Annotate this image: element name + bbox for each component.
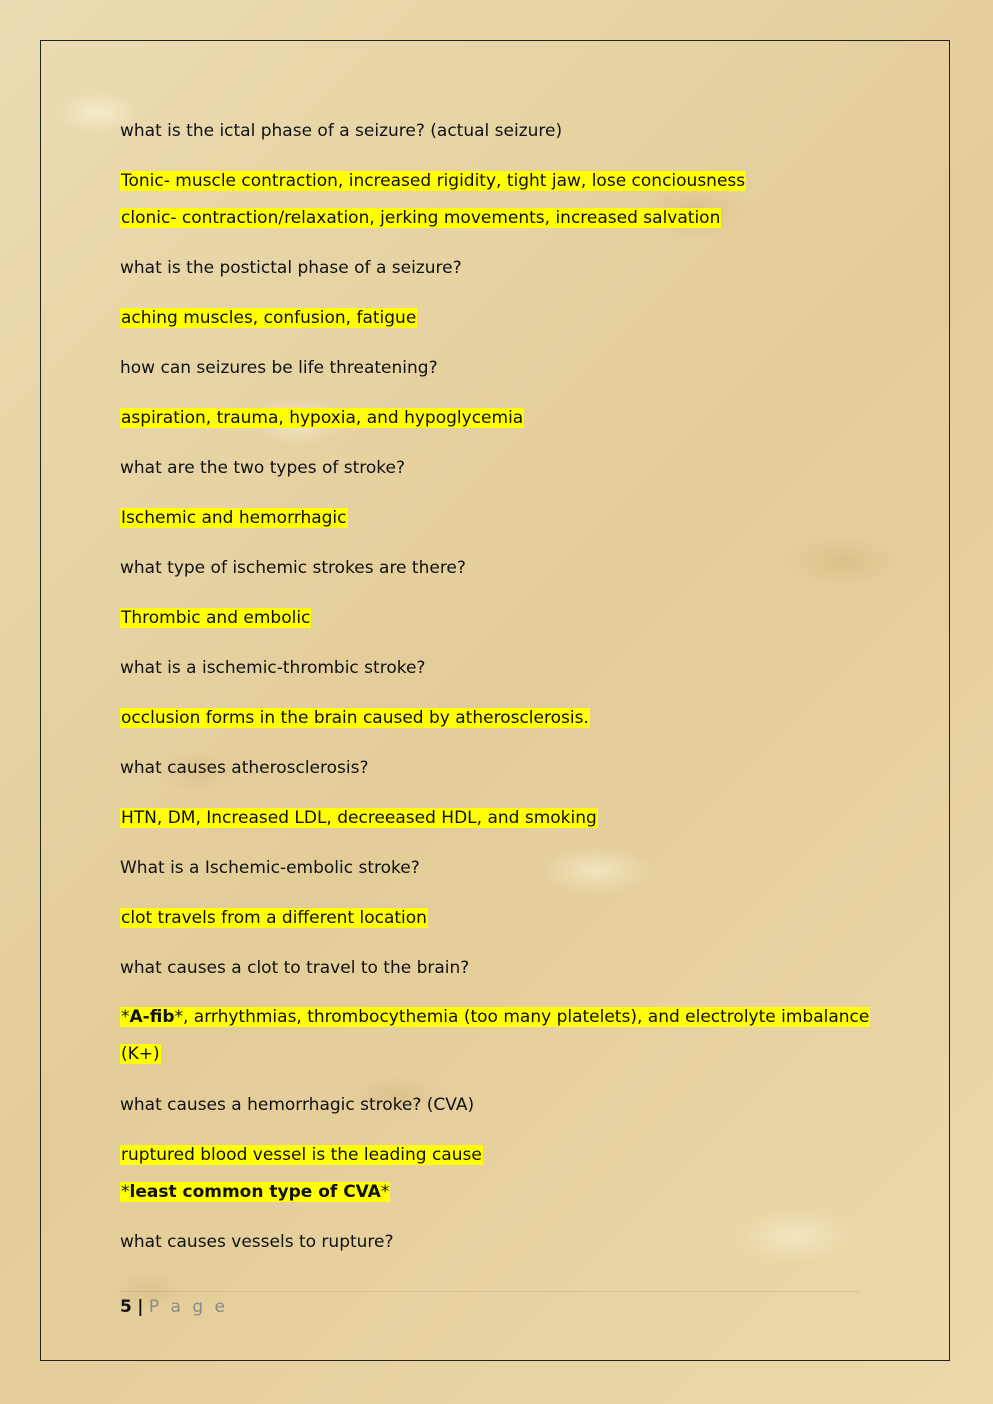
answer-ischemic-types: Thrombic and embolic	[121, 608, 311, 628]
page-separator: |	[137, 1297, 144, 1317]
footer-divider	[120, 1291, 860, 1292]
question-stroke-types: what are the two types of stroke?	[120, 458, 406, 478]
question-clot-travel: what causes a clot to travel to the brain?	[120, 958, 470, 978]
question-atherosclerosis-causes: what causes atherosclerosis?	[120, 758, 369, 778]
answer-atherosclerosis-causes: HTN, DM, Increased LDL, decreeased HDL, and smoking	[121, 808, 597, 828]
question-ischemic-embolic: What is a Ischemic-embolic stroke?	[120, 858, 420, 878]
answer-postictal: aching muscles, confusion, fatigue	[121, 308, 417, 328]
answer-life-threatening: aspiration, trauma, hypoxia, and hypoglycemia	[121, 408, 524, 428]
answer-clonic: clonic- contraction/relaxation, jerking movements, increased salvation	[121, 208, 721, 228]
question-hemorrhagic-cause: what causes a hemorrhagic stroke? (CVA)	[120, 1095, 475, 1115]
page-label: P a g e	[148, 1297, 229, 1317]
question-ischemic-types: what type of ischemic strokes are there?	[120, 558, 466, 578]
question-vessel-rupture: what causes vessels to rupture?	[120, 1232, 394, 1252]
question-ictal-phase: what is the ictal phase of a seizure? (actual seizure)	[120, 121, 563, 141]
page-number: 5	[120, 1297, 132, 1317]
page-footer	[120, 1296, 228, 1318]
question-life-threatening: how can seizures be life threatening?	[120, 358, 438, 378]
question-postictal-phase: what is the postictal phase of a seizure?	[120, 258, 462, 278]
answer-tonic: Tonic- muscle contraction, increased rigidity, tight jaw, lose conciousness	[121, 171, 746, 191]
answer-ischemic-thrombic: occlusion forms in the brain caused by atherosclerosis.	[121, 708, 589, 728]
answer-hemorrhagic-cause: ruptured blood vessel is the leading cause	[121, 1145, 482, 1165]
question-ischemic-thrombic: what is a ischemic-thrombic stroke?	[120, 658, 426, 678]
answer-ischemic-embolic: clot travels from a different location	[121, 908, 427, 928]
answer-clot-travel: *A-fib*, arrhythmias, thrombocythemia (too many platelets), and electrolyte imbalance (K+)	[121, 1007, 870, 1064]
document-body	[120, 120, 880, 1281]
answer-stroke-types: Ischemic and hemorrhagic	[121, 508, 347, 528]
answer-least-common-cva: *least common type of CVA*	[121, 1182, 390, 1202]
